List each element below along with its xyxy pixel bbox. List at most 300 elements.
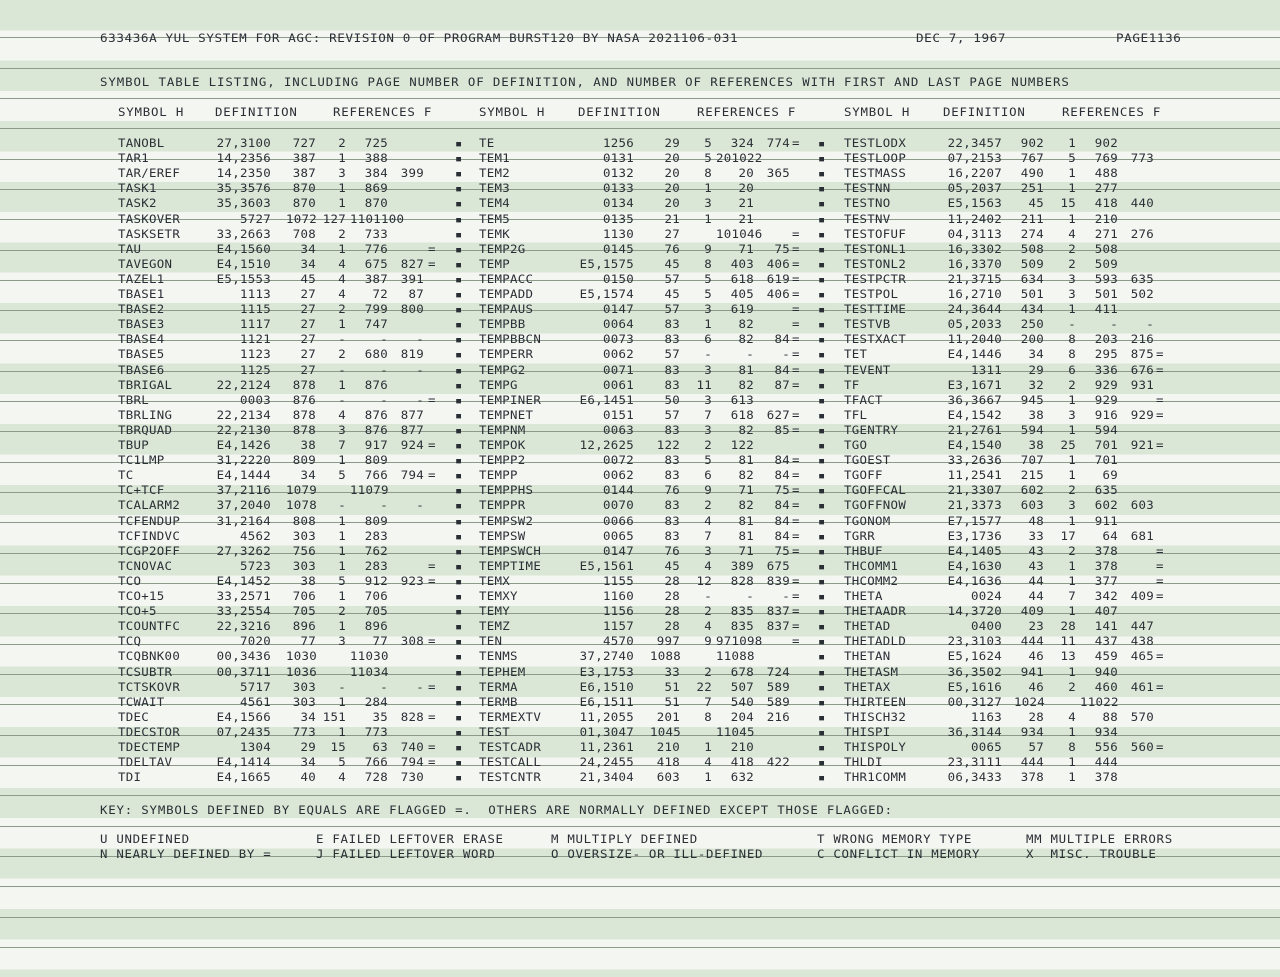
first-page-cell: 917 [364, 438, 388, 452]
ref-count-cell: 5 [338, 468, 346, 482]
symbol-cell: TGENTRY [844, 422, 899, 437]
definition-cell: E4,1446 [947, 347, 1002, 362]
table-row [0, 166, 1280, 181]
last-page-cell: 875 [1130, 347, 1154, 362]
flag-cell: = [792, 498, 800, 513]
flag-cell: = [792, 271, 800, 286]
form-rule [0, 917, 1280, 918]
first-page-cell: 21 [738, 196, 754, 211]
column-separator: ▪ [455, 317, 463, 331]
column-separator: ▪ [818, 740, 826, 754]
first-page-cell: 488 [1094, 166, 1118, 180]
ref-count-cell: 1 [1068, 604, 1076, 618]
column-separator: ▪ [818, 317, 826, 331]
symbol-cell: TEMPSW2 [479, 513, 534, 528]
ref-count-cell: 1 [338, 589, 346, 603]
key-legend-item: M MULTIPLY DEFINED [551, 832, 698, 846]
key-legend-item: N NEARLY DEFINED BY = [100, 847, 272, 861]
ref-count-cell: 1 [338, 513, 346, 528]
key-legend-item: E FAILED LEFTOVER ERASE [316, 832, 504, 846]
last-page-cell: 837 [766, 604, 790, 618]
column-separator: ▪ [455, 136, 463, 150]
column-separator: ▪ [455, 679, 463, 694]
symbol-cell: TGONOM [844, 513, 891, 528]
symbol-cell: TDELTAV [118, 755, 173, 769]
def-page-cell: 45 [664, 287, 680, 301]
symbol-cell: TESTONL1 [844, 241, 907, 256]
definition-cell: E4,1540 [947, 438, 1002, 452]
def-page-cell: 20 [664, 166, 680, 180]
symbol-cell: TAR1 [118, 151, 150, 165]
definition-cell: 27,3100 [216, 136, 271, 150]
first-page-cell: 678 [730, 664, 754, 679]
last-page-cell: 794 [400, 468, 424, 482]
table-row [0, 393, 1280, 408]
ref-count-cell: 1 [338, 151, 346, 165]
first-page-cell: 81 [738, 528, 754, 543]
column-separator: ▪ [818, 664, 826, 679]
ref-count-cell: 3 [1068, 498, 1076, 513]
symbol-cell: TEMK [479, 226, 511, 241]
definition-cell: E4,1636 [947, 573, 1002, 588]
ref-count-cell: 2 [1068, 256, 1076, 271]
definition-cell: 1311 [970, 362, 1002, 377]
ref-count-cell: 6 [704, 468, 712, 482]
last-page-cell: 724 [766, 664, 790, 679]
def-page-cell: 767 [1020, 151, 1044, 165]
symbol-cell: THR1COMM [844, 770, 907, 784]
ref-count-cell: 11 [1060, 634, 1076, 649]
column-separator: ▪ [818, 513, 826, 528]
first-page-cell: 762 [364, 543, 388, 558]
ref-count-cell: 2 [338, 226, 346, 241]
def-page-cell: 215 [1020, 468, 1044, 482]
symbol-cell: THETASM [844, 664, 899, 679]
table-row [0, 755, 1280, 770]
first-page-cell: 902 [1094, 136, 1118, 150]
flag-cell: = [1156, 347, 1164, 362]
symbol-cell: THETAX [844, 679, 891, 694]
symbol-cell: TEM5 [479, 211, 511, 226]
first-page-cell: - [746, 589, 754, 603]
key-line: KEY: SYMBOLS DEFINED BY EQUALS ARE FLAGGED =. OTHERS ARE NORMALLY DEFINED EXCEPT THOSE FLAGGED: [100, 803, 893, 817]
table-row [0, 272, 1280, 287]
last-page-cell: 75 [774, 241, 790, 256]
definition-cell: 35,3603 [216, 196, 271, 211]
column-separator: ▪ [455, 226, 463, 241]
first-page-cell: 508 [1094, 241, 1118, 256]
flag-cell: = [428, 392, 436, 407]
def-page-cell: 45 [664, 558, 680, 573]
def-page-cell: 902 [1020, 136, 1044, 150]
symbol-cell: TEMPADD [479, 287, 534, 301]
def-page-cell: 1030 [286, 649, 318, 664]
flag-cell: = [428, 709, 436, 724]
col2-head-definition: DEFINITION [578, 105, 661, 119]
first-page-cell: 509 [1094, 256, 1118, 271]
last-page-cell: 216 [1130, 332, 1154, 347]
symbol-cell: TEMPBB [479, 317, 526, 331]
definition-cell: 22,2124 [216, 377, 271, 392]
first-page-cell: 35 [372, 709, 388, 724]
table-row [0, 227, 1280, 242]
ref-count-cell: 2 [704, 664, 712, 679]
definition-cell: 11,2541 [947, 468, 1002, 482]
def-page-cell: 83 [664, 362, 680, 377]
definition-cell: E4,1542 [947, 407, 1002, 422]
flag-cell: = [1156, 438, 1164, 452]
first-page-cell: 809 [364, 513, 388, 528]
column-separator: ▪ [455, 634, 463, 649]
def-page-cell: 57 [1028, 740, 1044, 754]
def-page-cell: 50 [664, 392, 680, 407]
flag-cell: = [792, 226, 800, 241]
table-row [0, 483, 1280, 498]
def-page-cell: 43 [1028, 543, 1044, 558]
ref-count-cell: 15 [1060, 196, 1076, 211]
def-page-cell: 45 [1028, 196, 1044, 211]
flag-cell: = [792, 422, 800, 437]
def-page-cell: 706 [292, 589, 316, 603]
first-page-cell: - [746, 347, 754, 362]
last-page-cell: 627 [766, 407, 790, 422]
first-page-cell: 728 [364, 770, 388, 784]
symbol-cell: TBRL [118, 392, 150, 407]
def-page-cell: 303 [292, 679, 316, 694]
definition-cell: 0062 [602, 347, 634, 362]
column-separator: ▪ [818, 241, 826, 256]
first-page-cell: 437 [1094, 634, 1118, 649]
symbol-cell: TCGP2OFF [118, 543, 181, 558]
symbol-cell: TESTCADR [479, 740, 542, 754]
definition-cell: E5,1575 [579, 256, 634, 271]
ref-count-cell: 2 [338, 302, 346, 316]
flag-cell: = [792, 573, 800, 588]
def-page-cell: 83 [664, 528, 680, 543]
table-row [0, 619, 1280, 634]
definition-cell: 21,3307 [947, 483, 1002, 498]
column-separator: ▪ [818, 136, 826, 150]
symbol-cell: TCO+5 [118, 604, 157, 618]
def-page-cell: 594 [1020, 422, 1044, 437]
definition-cell: 4561 [239, 694, 271, 709]
definition-cell: E5,1574 [579, 287, 634, 301]
def-page-cell: 508 [1020, 241, 1044, 256]
first-page-cell: 876 [364, 377, 388, 392]
flag-cell: = [792, 362, 800, 377]
definition-cell: E4,1426 [216, 438, 271, 452]
definition-cell: 11,2402 [947, 211, 1002, 226]
definition-cell: E4,1560 [216, 241, 271, 256]
definition-cell: 7020 [239, 634, 271, 649]
column-separator: ▪ [455, 543, 463, 558]
symbol-cell: TEMPBBCN [479, 332, 542, 347]
symbol-cell: TC+TCF [118, 483, 165, 498]
symbol-cell: TEST [479, 724, 511, 739]
def-page-cell: 756 [292, 543, 316, 558]
column-separator: ▪ [455, 649, 463, 664]
ref-count-cell: 1 [338, 528, 346, 543]
ref-count-cell: - [338, 679, 346, 694]
definition-cell: 33,2663 [216, 226, 271, 241]
first-page-cell: 387 [364, 271, 388, 286]
flag-cell: = [792, 332, 800, 347]
definition-cell: 4562 [239, 528, 271, 543]
symbol-cell: THETAADR [844, 604, 907, 618]
flag-cell: = [792, 317, 800, 331]
ref-count-cell: - [704, 347, 712, 362]
symbol-cell: TEMPSW [479, 528, 526, 543]
definition-cell: E4,1665 [216, 770, 271, 784]
flag-cell: = [792, 513, 800, 528]
column-separator: ▪ [455, 709, 463, 724]
first-page-cell: 283 [364, 558, 388, 573]
first-page-cell: 82 [738, 317, 754, 331]
flag-cell: = [792, 453, 800, 467]
ref-count-cell: 4 [704, 558, 712, 573]
table-row [0, 378, 1280, 393]
def-page-cell: 444 [1020, 634, 1044, 649]
def-page-cell: 28 [1028, 709, 1044, 724]
last-page-cell: 461 [1130, 679, 1154, 694]
def-page-cell: 46 [1028, 649, 1044, 664]
def-page-cell: 45 [664, 256, 680, 271]
first-page-cell: 295 [1094, 347, 1118, 362]
symbol-cell: TEMZ [479, 619, 511, 633]
definition-cell: 1130 [602, 226, 634, 241]
flag-cell: = [792, 287, 800, 301]
symbol-cell: TANOBL [118, 136, 165, 150]
ref-count-cell: 1 [704, 211, 712, 226]
table-row [0, 529, 1280, 544]
first-page-cell: 210 [730, 740, 754, 754]
symbol-cell: TESTPOL [844, 287, 899, 301]
definition-cell: 22,2134 [216, 407, 271, 422]
last-page-cell: 839 [766, 573, 790, 588]
symbol-cell: TEMP2G [479, 241, 526, 256]
symbol-cell: TDI [118, 770, 142, 784]
def-page-cell: 29 [1028, 362, 1044, 377]
ref-count-cell: - [338, 332, 346, 347]
last-page-cell: - [782, 589, 790, 603]
ref-count-cell: 8 [704, 709, 712, 724]
def-page-cell: 44 [1028, 589, 1044, 603]
column-separator: ▪ [455, 513, 463, 528]
ref-count-cell: 9 [704, 483, 712, 498]
last-page-cell: 800 [400, 302, 424, 316]
last-page-cell: 603 [1130, 498, 1154, 513]
def-page-cell: 27 [300, 332, 316, 347]
def-page-cell: 211 [1020, 211, 1044, 226]
first-page-cell: 82 [738, 468, 754, 482]
first-page-cell: - [380, 392, 388, 407]
definition-cell: 4570 [602, 634, 634, 649]
definition-cell: 0132 [602, 166, 634, 180]
def-page-cell: 20 [664, 181, 680, 196]
ref-count-cell: 1 [704, 740, 712, 754]
ref-count-cell: 1 [338, 377, 346, 392]
symbol-cell: TESTNV [844, 211, 891, 226]
def-page-cell: 28 [664, 589, 680, 603]
key-legend-item: U UNDEFINED [100, 832, 190, 846]
definition-cell: 0144 [602, 483, 634, 498]
def-page-cell: 28 [664, 619, 680, 633]
first-page-cell: 82 [738, 422, 754, 437]
symbol-cell: TEMY [479, 604, 511, 618]
column-separator: ▪ [818, 256, 826, 271]
definition-cell: 0134 [602, 196, 634, 211]
table-row [0, 257, 1280, 272]
first-page-cell: 384 [364, 166, 388, 180]
ref-count-cell: 1 [1068, 302, 1076, 316]
flag-cell: = [1156, 589, 1164, 603]
ref-count-cell: 8 [1068, 332, 1076, 347]
last-page-cell: 740 [400, 740, 424, 754]
definition-cell: 1125 [239, 362, 271, 377]
table-row [0, 136, 1280, 151]
last-page-cell: 308 [400, 634, 424, 649]
ref-count-cell: 3 [704, 196, 712, 211]
column-separator: ▪ [818, 498, 826, 513]
ref-count-cell: 2 [338, 604, 346, 618]
symbol-cell: TEMPAUS [479, 302, 534, 316]
definition-cell: 1121 [239, 332, 271, 347]
table-row [0, 649, 1280, 664]
first-page-cell: 20 [738, 181, 754, 196]
symbol-cell: TESTXACT [844, 332, 907, 347]
column-separator: ▪ [455, 181, 463, 196]
table-row [0, 725, 1280, 740]
definition-cell: 31,2164 [216, 513, 271, 528]
first-page-cell: - [380, 362, 388, 377]
symbol-cell: TEMPG [479, 377, 518, 392]
symbol-cell: THCOMM2 [844, 573, 899, 588]
last-page-cell: 84 [774, 498, 790, 513]
first-page-cell: 63 [372, 740, 388, 754]
form-rule [0, 826, 1280, 827]
first-page-cell: 378 [1094, 543, 1118, 558]
definition-cell: 1123 [239, 347, 271, 362]
first-page-cell: 725 [364, 136, 388, 150]
def-page-cell: 809 [292, 453, 316, 467]
definition-cell: E4,1566 [216, 709, 271, 724]
first-page-cell: 204 [730, 709, 754, 724]
symbol-cell: TEMPNET [479, 407, 534, 422]
flag-cell: = [428, 755, 436, 769]
symbol-cell: TESTCALL [479, 755, 542, 769]
column-separator: ▪ [818, 453, 826, 467]
def-page-cell: 34 [300, 256, 316, 271]
symbol-cell: TEM2 [479, 166, 511, 180]
def-page-cell: 45 [300, 271, 316, 286]
first-page-cell: 69 [1102, 468, 1118, 482]
def-page-cell: 38 [300, 438, 316, 452]
column-separator: ▪ [818, 755, 826, 769]
def-page-cell: 29 [300, 740, 316, 754]
symbol-cell: TESTOFUF [844, 226, 907, 241]
def-page-cell: 28 [664, 604, 680, 618]
definition-cell: 06,3433 [947, 770, 1002, 784]
symbol-cell: TCWAIT [118, 694, 165, 709]
ref-count-cell: 1 [1068, 181, 1076, 196]
definition-cell: 24,2455 [579, 755, 634, 769]
definition-cell: 22,3457 [947, 136, 1002, 150]
table-row [0, 317, 1280, 332]
first-page-cell: 594 [1094, 422, 1118, 437]
first-page-cell: 324 [730, 136, 754, 150]
first-page-cell: 81 [738, 362, 754, 377]
symbol-cell: TAVEGON [118, 256, 173, 271]
definition-cell: E4,1452 [216, 573, 271, 588]
definition-cell: 21,2761 [947, 422, 1002, 437]
ref-count-cell: 4 [1068, 709, 1076, 724]
ref-count-cell: 3 [704, 543, 712, 558]
table-row [0, 363, 1280, 378]
ref-count-cell: 1 [704, 317, 712, 331]
definition-cell: 1157 [602, 619, 634, 633]
table-row [0, 710, 1280, 725]
last-page-cell: 589 [766, 694, 790, 709]
def-page-cell: 708 [292, 226, 316, 241]
form-rule [0, 886, 1280, 887]
first-page-cell: 706 [364, 589, 388, 603]
column-separator: ▪ [455, 392, 463, 407]
definition-cell: 12,2625 [579, 438, 634, 452]
symbol-cell: TGOFF [844, 468, 883, 482]
symbol-cell: TDEC [118, 709, 150, 724]
symbol-cell: TAR/EREF [118, 166, 181, 180]
first-page-cell: 929 [1094, 377, 1118, 392]
symbol-cell: THISPI [844, 724, 891, 739]
last-page-cell: 931 [1130, 377, 1154, 392]
last-page-cell: 570 [1130, 709, 1154, 724]
symbol-cell: TEVENT [844, 362, 891, 377]
first-page-cell: 971098 [716, 634, 763, 649]
symbol-cell: TERMB [479, 694, 518, 709]
definition-cell: 33,2571 [216, 589, 271, 603]
first-page-cell: 101046 [716, 226, 763, 241]
definition-cell: 14,2350 [216, 166, 271, 180]
flag-cell: = [792, 543, 800, 558]
ref-count-cell: 15 [330, 740, 346, 754]
first-page-cell: 769 [1094, 151, 1118, 165]
symbol-cell: TBASE4 [118, 332, 165, 347]
column-separator: ▪ [818, 634, 826, 649]
column-separator: ▪ [455, 166, 463, 180]
definition-cell: 0400 [970, 619, 1002, 633]
def-page-cell: 57 [664, 271, 680, 286]
first-page-cell: 501 [1094, 287, 1118, 301]
first-page-cell: 912 [364, 573, 388, 588]
definition-cell: 07,2435 [216, 724, 271, 739]
col2-head-symbol: SYMBOL H [479, 105, 546, 119]
symbol-cell: THETAN [844, 649, 891, 664]
definition-cell: 36,3144 [947, 724, 1002, 739]
definition-cell: 11,2361 [579, 740, 634, 754]
key-legend-item: MM MULTIPLE ERRORS [1026, 832, 1173, 846]
def-page-cell: 444 [1020, 755, 1044, 769]
ref-count-cell: 5 [704, 271, 712, 286]
definition-cell: 36,3502 [947, 664, 1002, 679]
column-separator: ▪ [455, 755, 463, 769]
definition-cell: 0147 [602, 302, 634, 316]
symbol-cell: TEMPP2 [479, 453, 526, 467]
column-separator: ▪ [818, 211, 826, 226]
ref-count-cell: 5 [338, 755, 346, 769]
first-page-cell: 388 [364, 151, 388, 165]
last-page-cell: 465 [1130, 649, 1154, 664]
definition-cell: 1113 [239, 287, 271, 301]
